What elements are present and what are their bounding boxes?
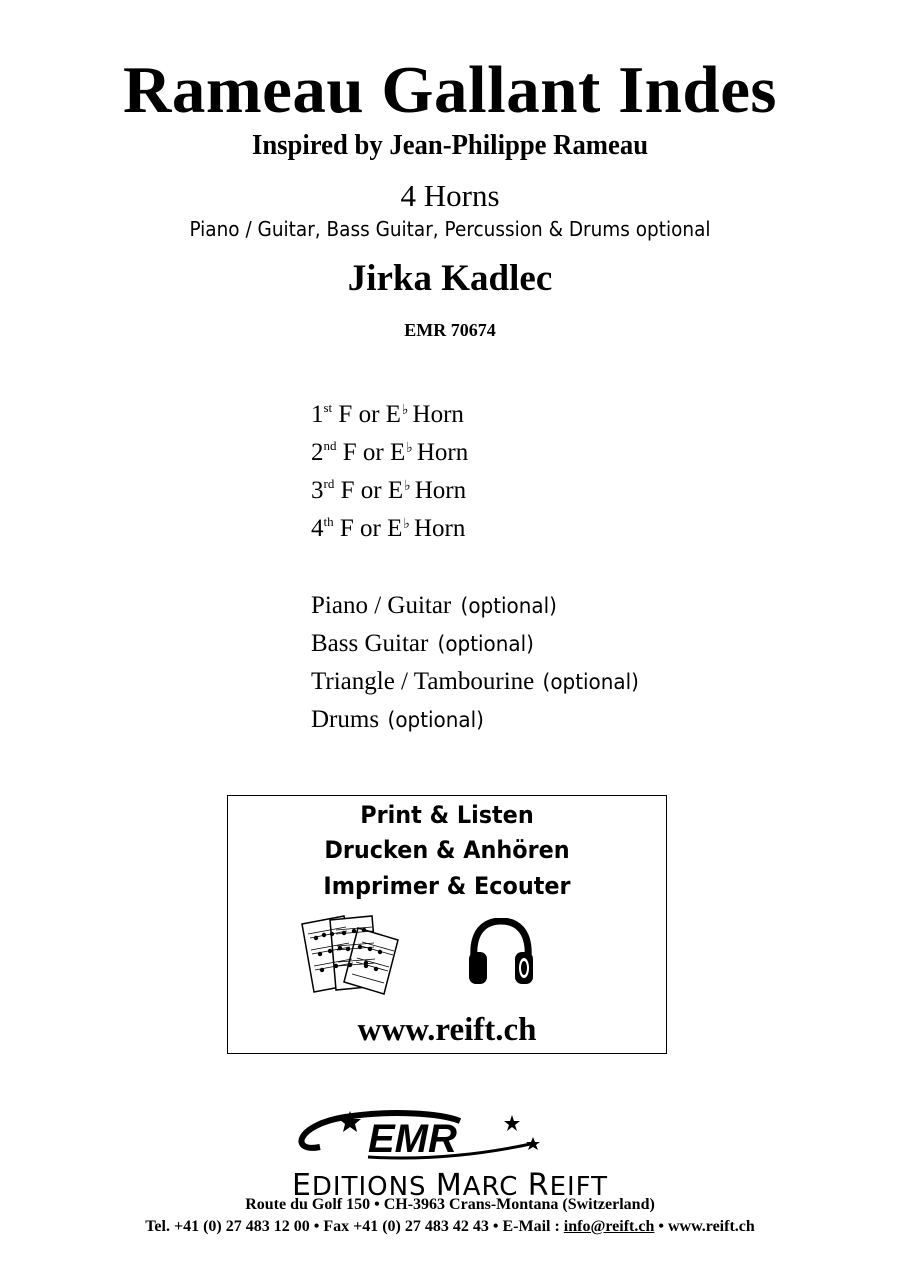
part-ordinal: th (323, 514, 334, 529)
part-ordinal: nd (323, 438, 337, 453)
subtitle: Inspired by Jean-Philippe Rameau (251, 129, 649, 161)
headphones-icon (466, 918, 536, 990)
optional-part-name: Bass Guitar (311, 630, 429, 657)
part-key: F or E (342, 439, 406, 466)
email-link[interactable]: info@reift.ch (563, 1218, 655, 1235)
page-title: Rameau Gallant Indes (122, 53, 778, 127)
instrumentation: 4 Horns (400, 178, 500, 213)
flat-sign: ♭ (404, 478, 411, 494)
publisher-word: DITIONS (311, 1172, 436, 1202)
flat-sign: ♭ (403, 516, 410, 532)
part-instrument: Horn (416, 439, 469, 466)
horn-part-3 (311, 476, 466, 505)
part-number: 4 (311, 515, 324, 542)
flat-sign: ♭ (406, 440, 413, 456)
optional-note: (optional) (460, 594, 557, 618)
horn-part-1 (311, 400, 464, 429)
optional-note: (optional) (543, 670, 640, 694)
publisher-address: Route du Golf 150 • CH-3963 Crans-Montana (Switzerland) (245, 1196, 655, 1213)
part-key: F or E (340, 477, 404, 504)
publisher-initial: E (291, 1168, 312, 1203)
part-number: 2 (311, 439, 324, 466)
promo-line-english: Print & Listen (360, 801, 534, 829)
optional-part-1 (311, 592, 559, 620)
website-url[interactable]: www.reift.ch (357, 1012, 537, 1048)
horn-part-4 (311, 514, 465, 543)
part-number: 3 (311, 477, 324, 504)
horn-part-2 (311, 438, 468, 467)
part-instrument: Horn (412, 401, 464, 428)
part-instrument: Horn (413, 515, 466, 542)
publisher-initial: M (435, 1168, 463, 1203)
publisher-word: ARC (462, 1172, 528, 1202)
promo-line-german: Drucken & Anhören (324, 836, 570, 864)
optional-instruments: Piano / Guitar, Bass Guitar, Percussion & Drums optional (189, 217, 711, 241)
part-ordinal: rd (323, 476, 335, 491)
publisher-initial: R (527, 1168, 550, 1203)
optional-part-3 (311, 668, 642, 696)
part-number: 1 (311, 401, 324, 428)
contact-phone-fax: Tel. +41 (0) 27 483 12 00 • Fax +41 (0) 27 483 42 43 • E-Mail : (145, 1218, 564, 1235)
composer-name: Jirka Kadlec (347, 258, 553, 299)
print-listen-box (227, 795, 667, 1054)
optional-part-4 (311, 706, 487, 734)
part-key: F or E (339, 515, 403, 542)
publisher-contact (0, 1218, 900, 1236)
part-ordinal: st (323, 400, 333, 415)
optional-part-name: Piano / Guitar (311, 592, 452, 619)
catalog-number: EMR 70674 (404, 320, 496, 340)
optional-part-2 (311, 630, 536, 658)
optional-note: (optional) (387, 708, 485, 732)
optional-part-name: Drums (311, 706, 380, 733)
contact-website[interactable]: • www.reift.ch (654, 1218, 755, 1235)
promo-line-french: Imprimer & Ecouter (323, 872, 571, 900)
emr-logo (250, 1105, 550, 1165)
part-key: F or E (338, 401, 401, 428)
optional-note: (optional) (437, 632, 534, 656)
part-instrument: Horn (414, 477, 467, 504)
sheet-music-icon (300, 914, 412, 996)
flat-sign: ♭ (401, 402, 409, 418)
logo-text: EMR (368, 1117, 457, 1161)
optional-part-name: Triangle / Tambourine (311, 668, 535, 695)
publisher-word: EIFT (549, 1172, 609, 1202)
